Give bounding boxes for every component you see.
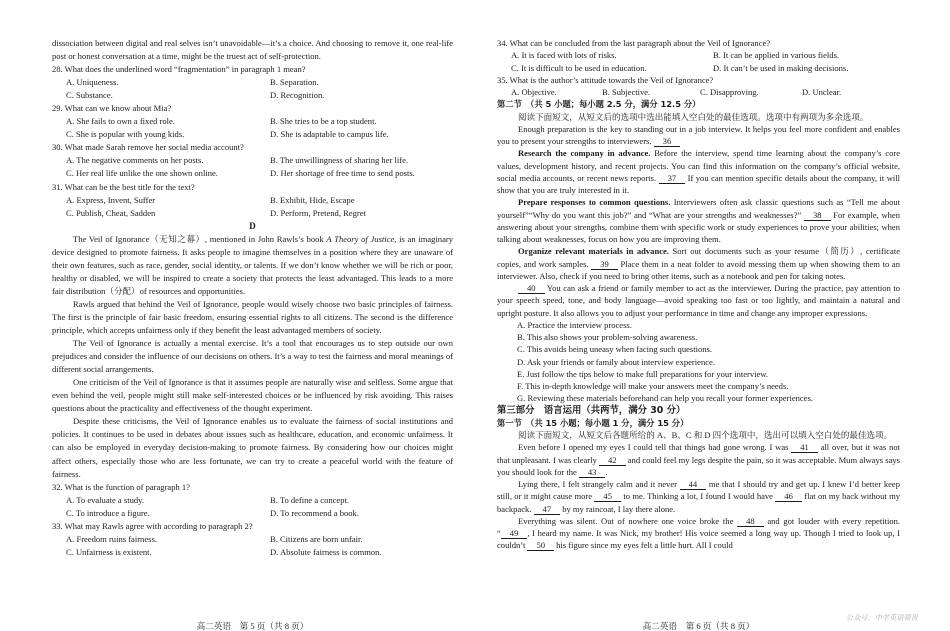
option-c: C. It is difficult to be used in education. [511, 62, 647, 73]
option-d: D. Perform, Pretend, Regret [270, 207, 366, 218]
passage-c-closing-text: dissociation between digital and real selves isn’t unavoidable—it’s a choice. And choosing to remove it, one real-life post or honest conversation at a time, might be the truest act of self-protection. [52, 38, 453, 62]
question-31-options [52, 194, 453, 220]
question-33-options [52, 533, 453, 559]
option-a: A. Objective. [511, 87, 557, 97]
paragraph-text: . [605, 466, 608, 477]
blank-49: 49 [501, 528, 528, 539]
option-b: B. Exhibit, Hide, Escape [270, 194, 355, 205]
paragraph-text: Before the interview, spend time learning about the company’s core values, development history, and recent projects. You can find this information on the company’s official website, social media accounts, or recent news reports. [497, 148, 900, 183]
option-d: D. Ask your friends or family about interview experience. [517, 356, 715, 367]
question-31 [52, 181, 453, 220]
option-a: A. The negative comments on her posts. [66, 155, 204, 166]
option-b: B. This also shows your problem-solving awareness. [517, 332, 698, 342]
part-3-instructions: 阅读下面短文，从短文后各题所给的 A、B、C 和 D 四个选项中，选出可以填入空白处的最佳选项。 [518, 430, 893, 440]
question-34 [497, 37, 900, 74]
option-b: B. To define a concept. [270, 494, 349, 505]
option-b: B. She tries to be a top student. [270, 116, 377, 127]
paragraph-text: The Veil of Ignorance（无知之幕）, mentioned in John Rawls’s book [73, 233, 327, 244]
paragraph-text: Sort out documents such as your resume（简历）, certificate copies, and work samples. [497, 246, 900, 269]
option-c: C. Disapproving. [700, 87, 759, 97]
paragraph-lead: Prepare responses to common questions. [518, 197, 671, 208]
option-g: G. Reviewing these materials beforehand can help you recall your former experiences. [517, 393, 813, 404]
option-b: B. Citizens are born unfair. [270, 533, 363, 544]
passage-d-paragraph-4: One criticism of the Veil of Ignorance is that it assumes people are naturally wise and selfless. Some argue that even behind the veil, people might still make self-interested choices or be influenced by risk avoiding. This raises questions about the practicality and effectiveness of the thought experiment. [52, 377, 453, 414]
option-a: A. She fails to own a fixed role. [66, 116, 175, 127]
paragraph-text: , is an imaginary device designed to promote fairness. It asks people to imagine themselves in a position where they are unaware of their own features, such as race, gender, social identity, or talents. If we don’t know whether we will be rich or poor, healthy or disabled, we will be inspired to create a society that protects the least advantaged. This leads to a more fair distribution（分配）of resources and opportunities. [52, 233, 453, 296]
question-28-options [52, 76, 453, 102]
option-c: C. Substance. [66, 90, 113, 101]
question-35-options [497, 86, 900, 98]
paragraph-text: and got louder with every repetition. “ [497, 515, 900, 538]
blank-46: 46 [775, 491, 802, 502]
option-a: A. Practice the interview process. [517, 319, 632, 330]
question-28-stem: 28. What does the underlined word “fragmentation” in paragraph 1 mean? [52, 64, 306, 75]
question-32 [52, 481, 453, 520]
section-2-options [497, 319, 900, 405]
paragraph-text: If you can mention specific details about the company, it will show that you are truly interested in it. [497, 172, 900, 195]
option-a: A. Express, Invent, Suffer [66, 194, 156, 205]
part-3-title: 第三部分 语言运用（共两节，满分 30 分） [497, 404, 686, 416]
option-c: C. She is popular with young kids. [66, 129, 185, 140]
paragraph-text: Everything was silent. Out of nowhere one voice broke the [518, 515, 738, 526]
option-d: D. It can’t be used in making decisions. [713, 62, 849, 73]
passage-d-paragraph-2: Rawls argued that behind the Veil of Ignorance, people would wisely choose two basic principles of fairness. The first is the principle of fair basic freedom, ensuring essential rights to all citizens. The second is the difference principle, which accepts unfairness only if they benefit the least advantaged members of society. [52, 298, 453, 336]
paragraph-text: Lying there, I felt strangely calm and it never [518, 479, 680, 489]
right-column [497, 37, 900, 603]
question-31-stem: 31. What can be the best title for the text? [52, 181, 195, 192]
blank-50: 50 [527, 540, 554, 551]
question-35 [497, 74, 900, 99]
option-d: D. She is adaptable to campus life. [270, 129, 389, 140]
option-a: A. To evaluate a study. [66, 494, 144, 505]
question-30 [52, 141, 453, 180]
question-29 [52, 102, 453, 141]
option-f: F. This in-depth knowledge will make your answers meet the company’s needs. [517, 381, 789, 391]
paragraph-text: You can ask a friend or family member to act as the interviewer. During the practice, pay attention to your speech speed, tone, and body language—avoid speaking too fast or too lightly, and maintain a natural and upright posture. It also allows you to adjust your performance in time and change any improper expressions. [497, 283, 900, 318]
option-c: C. Her real life unlike the one shown online. [66, 168, 218, 179]
page-footer-right: 高二英语 第 6 页（共 8 页） [642, 621, 755, 631]
section-2-paragraph-5 [497, 282, 900, 319]
paragraph-text: Place them in a neat folder to avoid messing them up when showing them to an interviewer. Also, check if you need to bring other items, such as a notebook and pen for taking notes. [497, 258, 900, 281]
option-b: B. Subjective. [602, 87, 651, 97]
option-c: C. Unfairness is existent. [66, 546, 152, 557]
left-column [52, 37, 453, 603]
cloze-paragraph-3 [497, 515, 900, 552]
option-d: D. Recognition. [270, 90, 325, 101]
cloze-paragraph-2 [497, 478, 900, 515]
blank-43: 43 [579, 467, 606, 478]
blank-37: 37 [659, 173, 686, 184]
blank-48: 48 [737, 516, 764, 527]
option-c: C. To introduce a figure. [66, 507, 150, 518]
blank-40: 40 [518, 283, 545, 294]
paragraph-lead: Research the company in advance. [518, 148, 651, 159]
passage-d-paragraph-1 [52, 233, 453, 298]
option-a: A. It is faced with lots of risks. [511, 50, 617, 61]
question-29-stem: 29. What can we know about Mia? [52, 103, 172, 114]
question-32-options [52, 494, 453, 520]
section-2-instructions: 阅读下面短文，从短文后的选项中选出能填入空白处的最佳选项。选项中有两项为多余选项。 [518, 111, 869, 122]
section-2-paragraph-3 [497, 196, 900, 245]
option-b: B. It can be applied in various fields. [713, 50, 840, 61]
option-e: E. Just follow the tips below to make full preparations for your interview. [517, 368, 769, 379]
blank-42: 42 [599, 455, 626, 466]
question-30-options [52, 154, 453, 180]
question-34-stem: 34. What can be concluded from the last paragraph about the Veil of Ignorance? [497, 38, 771, 48]
passage-d-label: D [249, 220, 256, 231]
section-2-paragraph-2 [497, 147, 900, 196]
paragraph-text: For example, when answering about your strengths, combine them with specific work or study experiences to prove your abilities; when talking about weaknesses, focus on how you are improving them. [497, 209, 900, 244]
paragraph-lead: Organize relevant materials in advance. [518, 246, 669, 257]
paragraph-text: flat on my back without my backpack. [497, 491, 900, 514]
blank-45: 45 [594, 491, 621, 502]
paragraph-text: Interviewers often ask classic questions such as “Tell me about yourself”“Why do you want this job?” and “What are your strengths and weaknesses?” [497, 197, 900, 220]
blank-38: 38 [804, 210, 831, 221]
option-d: D. To recommend a book. [270, 507, 359, 518]
question-28 [52, 63, 453, 102]
book-title: A Theory of Justice [326, 233, 395, 244]
blank-47: 47 [534, 504, 561, 515]
cloze-paragraph-1 [497, 441, 900, 478]
paragraph-text: , I heard my name. It was Nick, my brother! His voice seemed a long way up. Though I tried to look up, I couldn’t [497, 528, 900, 551]
option-c: C. Publish, Cheat, Sadden [66, 207, 156, 218]
option-a: A. Uniqueness. [66, 77, 119, 88]
blank-39: 39 [591, 259, 618, 270]
section-2-paragraph-4 [497, 245, 900, 282]
passage-d-paragraph-5: Despite these criticisms, the Veil of Ignorance enables us to evaluate the fairness of social institutions and policies. It continues to be used in debates about issues such as healthcare, education, and economic unfairness. It can also be employed in everyday decision-making to promote fairness. By considering how our choices might affect others, especially those who are less fortunate, we can try to create a peaceful world with the feature of fairness. [52, 416, 453, 479]
part-3-section-1-title: 第一节 （共 15 小题；每小题 1 分，满分 15 分） [497, 417, 689, 428]
paragraph-text: his figure since my eyes felt a little hurt. All I could [554, 540, 733, 551]
option-b: B. Separation. [270, 77, 319, 88]
paragraph-text: to me. Thinking a lot, I found I would have [620, 491, 776, 502]
paragraph-text: by my raincoat, I lay there alone. [560, 503, 676, 514]
option-d: D. Unclear. [802, 87, 842, 97]
question-29-options [52, 115, 453, 141]
option-c: C. This avoids being uneasy when facing such questions. [517, 344, 712, 355]
paragraph-text: all over, but it was not that unpleasant. I was clearly [497, 442, 900, 465]
paragraph-text: and could feel my legs despite the pain, so it was acceptable. Mum always says you should look for the [497, 454, 900, 477]
option-b: B. The unwillingness of sharing her life. [270, 155, 408, 166]
question-33-stem: 33. What may Rawls agree with according to paragraph 2? [52, 520, 253, 531]
section-2-paragraph-1 [497, 123, 900, 148]
question-35-stem: 35. What is the author’s attitude towards the Veil of Ignorance? [497, 74, 714, 85]
question-34-options [497, 49, 900, 74]
paragraph-text: Even before I opened my eyes I could tell that things had gone wrong. I was [518, 442, 792, 453]
option-a: A. Freedom ruins fairness. [66, 533, 157, 544]
blank-36: 36 [654, 136, 681, 147]
paragraph-text: me that I should try and get up. I knew I’d better keep still, or it might cause more [497, 479, 900, 502]
passage-d-paragraph-3: The Veil of Ignorance is actually a mental exercise. It’s a tool that encourages us to step outside our own prejudices and consider the influence of our decisions on others. It’s a way to test the fairness and moral meanings of different social arrangements. [52, 338, 453, 375]
question-32-stem: 32. What is the function of paragraph 1? [52, 481, 190, 492]
blank-41: 41 [791, 442, 818, 453]
question-33 [52, 520, 453, 559]
blank-44: 44 [680, 479, 707, 490]
option-d: D. Absolute fairness is common. [270, 546, 382, 557]
paragraph-text: Enough preparation is the key to standing out in a job interview. It helps you feel more confident and enables you to present your strengths to interviewers. [497, 123, 900, 146]
section-2-title: 第二节 （共 5 小题；每小题 2.5 分，满分 12.5 分） [497, 99, 701, 110]
question-30-stem: 30. What made Sarah remove her social media account? [52, 142, 244, 153]
watermark: 公众号：中学英语领世 [846, 613, 918, 622]
option-d: D. Her shortage of free time to send posts. [270, 168, 415, 179]
page-footer-left: 高二英语 第 5 页（共 8 页） [196, 621, 309, 631]
